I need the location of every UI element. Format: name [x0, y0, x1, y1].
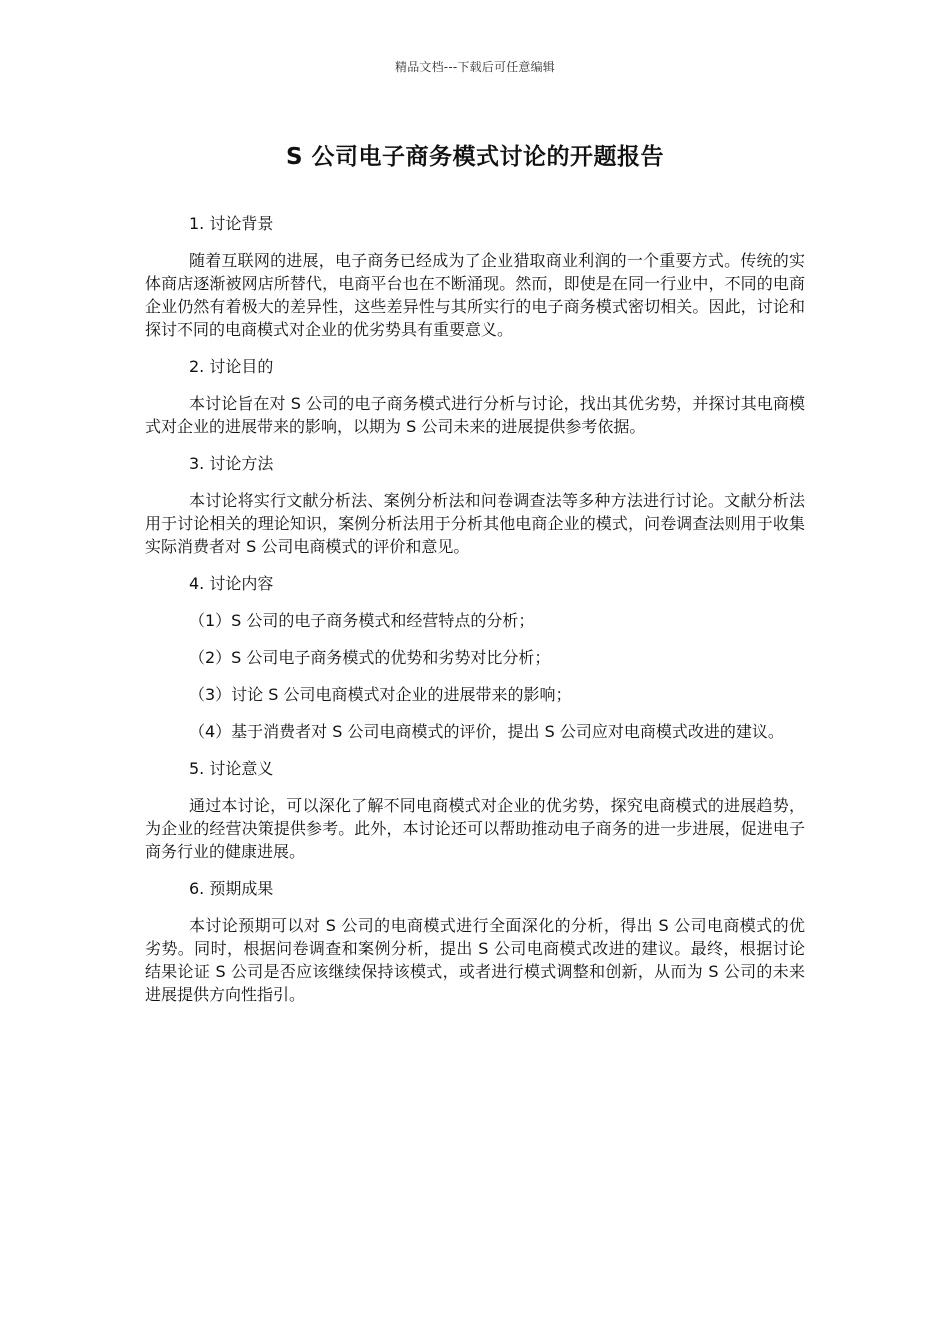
section-heading: 1. 讨论背景	[189, 214, 274, 233]
list-item: （4）基于消费者对 S 公司电商模式的评价，提出 S 公司应对电商模式改进的建议。	[189, 722, 784, 741]
section-expected-results	[145, 877, 805, 1006]
document-body	[145, 212, 805, 1020]
section-paragraph: 本讨论旨在对 S 公司的电子商务模式进行分析与讨论，找出其优劣势，并探讨其电商模式对企业的进展带来的影响，以期为 S 公司未来的进展提供参考依据。	[145, 394, 805, 436]
header-note: 精品文档---下载后可任意编辑	[395, 60, 555, 74]
section-heading: 2. 讨论目的	[189, 357, 274, 376]
section-content	[145, 572, 805, 743]
section-heading: 6. 预期成果	[189, 879, 274, 898]
list-item: （3）讨论 S 公司电商模式对企业的进展带来的影响；	[189, 685, 572, 704]
section-significance	[145, 757, 805, 863]
list-item: （2）S 公司电子商务模式的优势和劣势对比分析；	[189, 648, 551, 667]
section-paragraph: 本讨论将实行文献分析法、案例分析法和问卷调查法等多种方法进行讨论。文献分析法用于讨论相关的理论知识，案例分析法用于分析其他电商企业的模式，问卷调查法则用于收集实际消费者对 S 公司电商模式的评价和意见。	[145, 491, 805, 556]
section-paragraph: 本讨论预期可以对 S 公司的电商模式进行全面深化的分析，得出 S 公司电商模式的优劣势。同时，根据问卷调查和案例分析，提出 S 公司电商模式改进的建议。最终，根据讨论结果论证 S 公司是否应该继续保持该模式，或者进行模式调整和创新，从而为 S 公司的未来进展提供方向性指引。	[145, 916, 805, 1004]
section-paragraph: 通过本讨论，可以深化了解不同电商模式对企业的优劣势，探究电商模式的进展趋势，为企业的经营决策提供参考。此外，本讨论还可以帮助推动电子商务的进一步进展，促进电子商务行业的健康进展。	[145, 796, 805, 861]
section-heading: 3. 讨论方法	[189, 454, 274, 473]
section-paragraph: 随着互联网的进展，电子商务已经成为了企业猎取商业利润的一个重要方式。传统的实体商店逐渐被网店所替代，电商平台也在不断涌现。然而，即使是在同一行业中，不同的电商企业仍然有着极大的差异性，这些差异性与其所实行的电子商务模式密切相关。因此，讨论和探讨不同的电商模式对企业的优劣势具有重要意义。	[145, 251, 805, 339]
section-heading: 5. 讨论意义	[189, 759, 274, 778]
section-background	[145, 212, 805, 341]
section-heading: 4. 讨论内容	[189, 574, 274, 593]
page-title: S 公司电子商务模式讨论的开题报告	[285, 144, 665, 170]
section-purpose	[145, 355, 805, 438]
list-item: （1）S 公司的电子商务模式和经营特点的分析；	[189, 611, 535, 630]
section-method	[145, 452, 805, 558]
